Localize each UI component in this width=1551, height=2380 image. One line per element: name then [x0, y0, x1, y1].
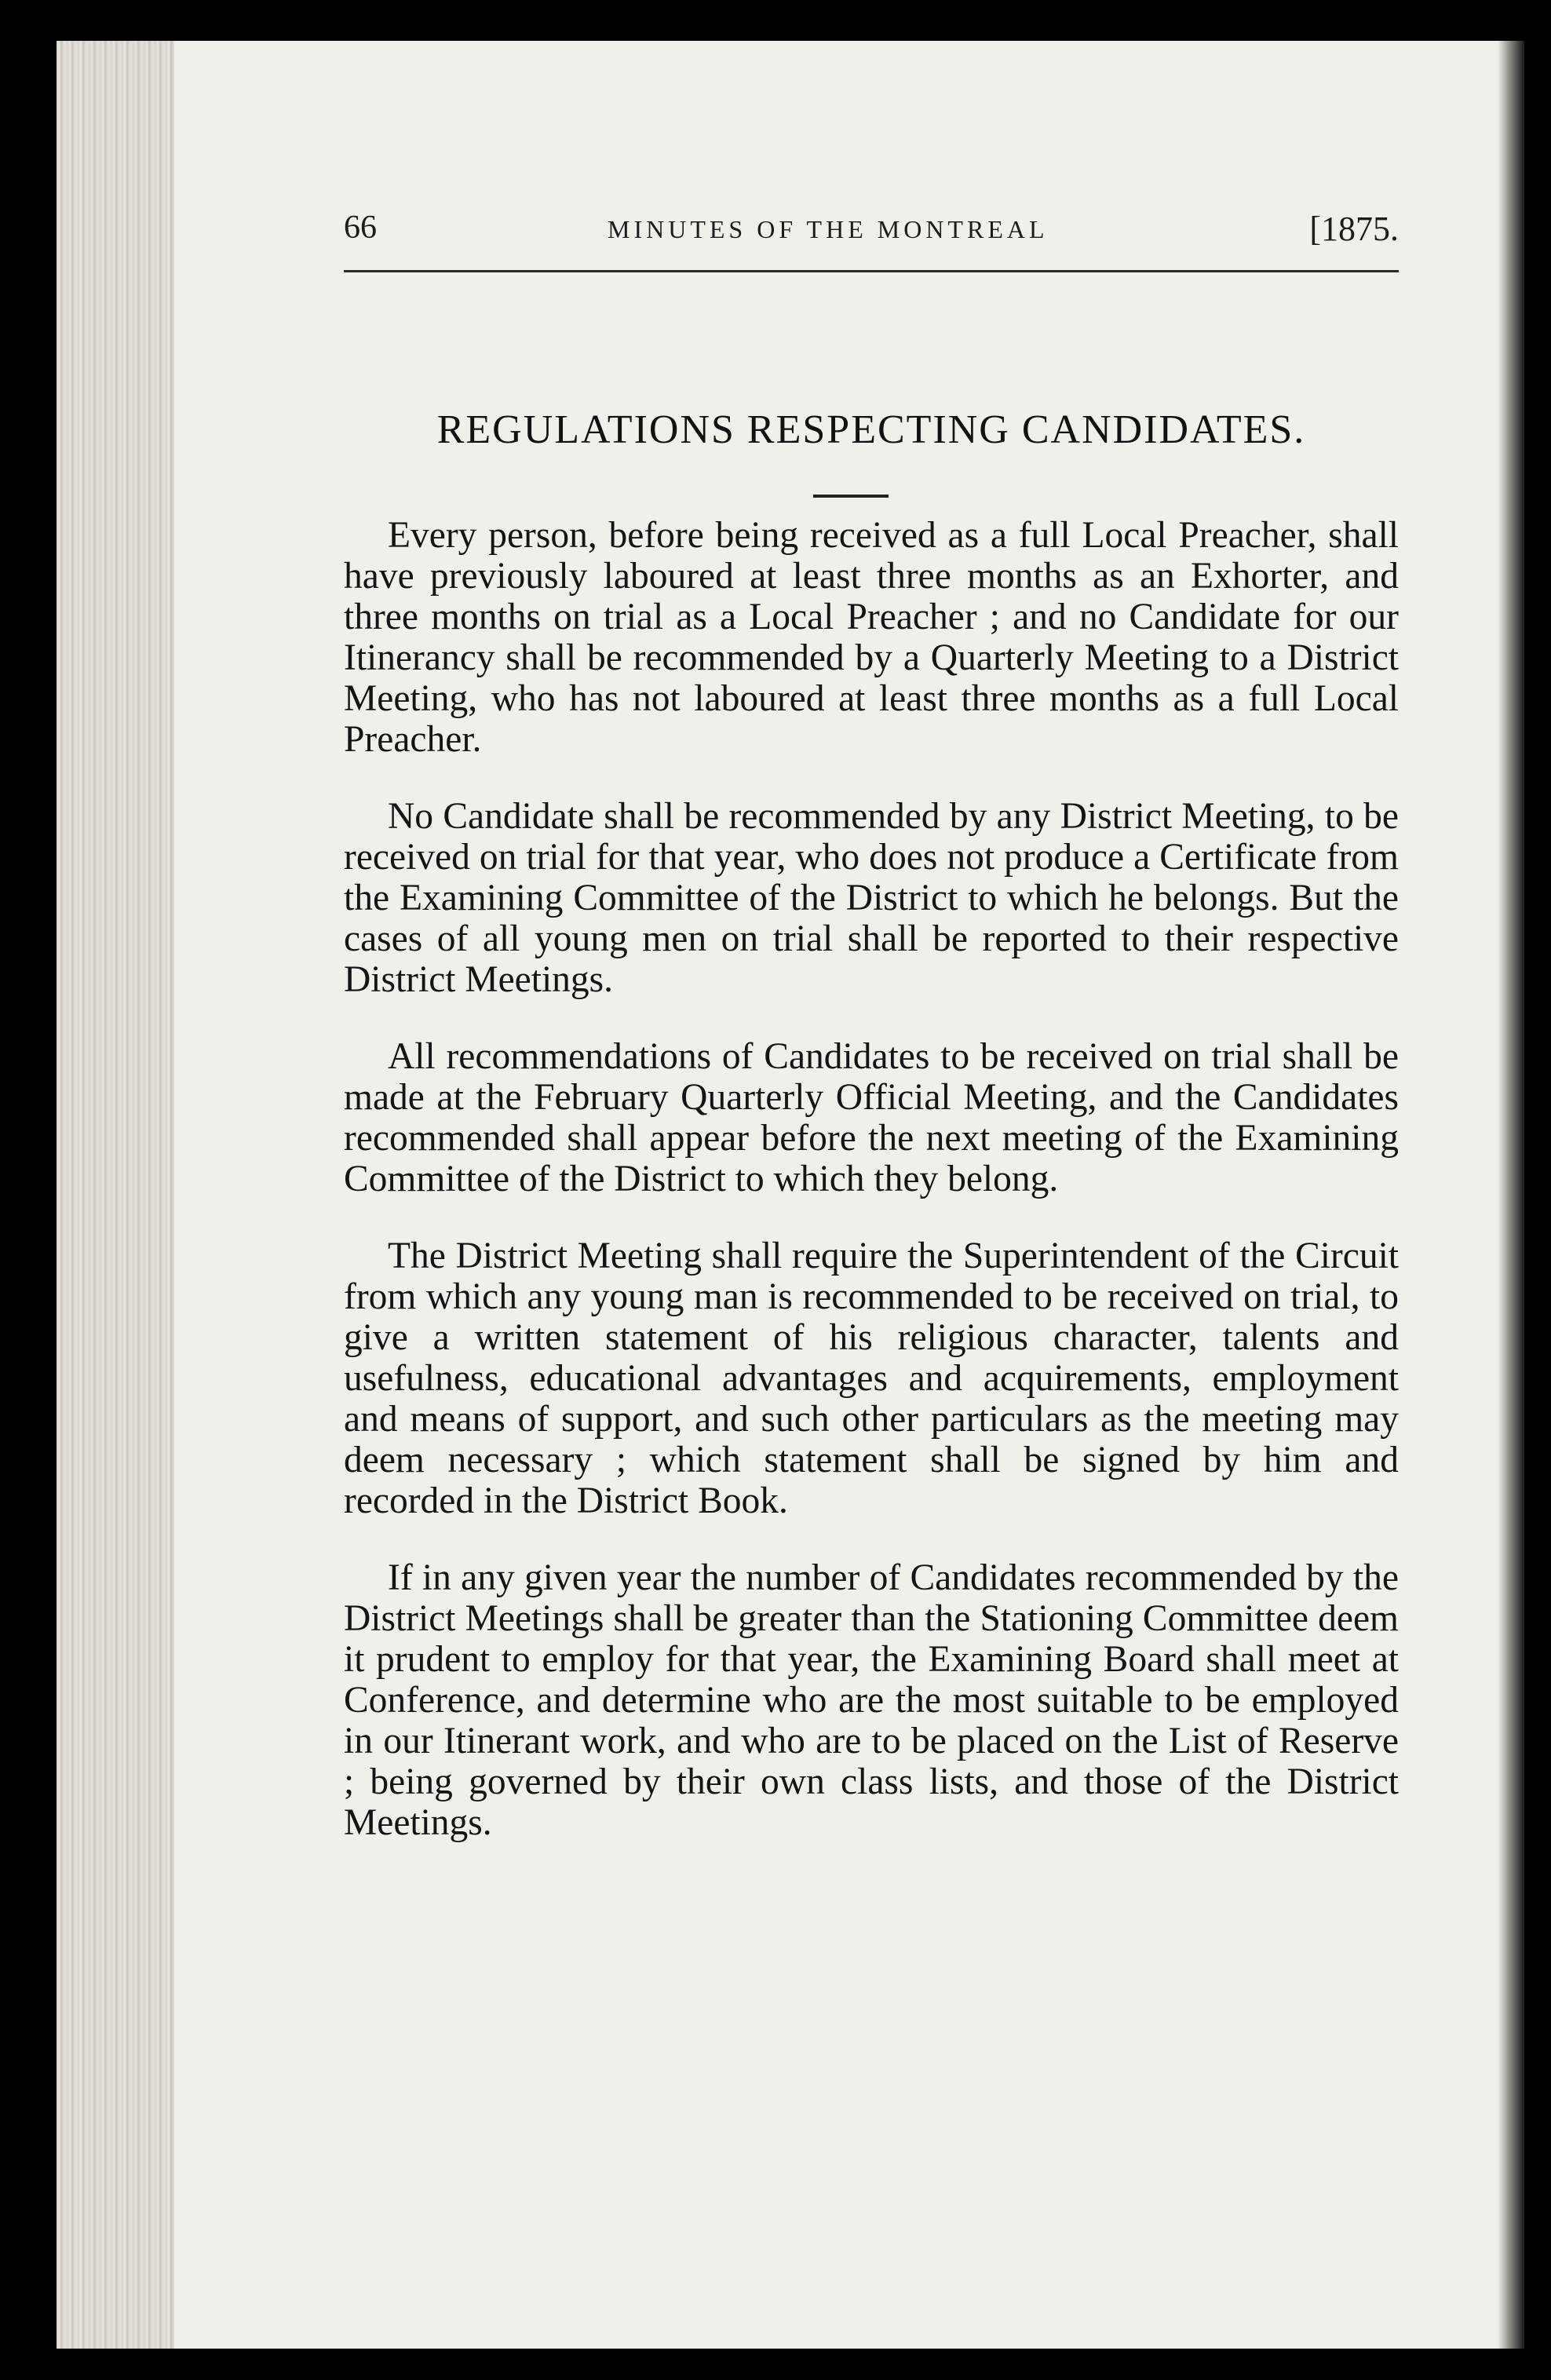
paragraph: The District Meeting shall require the Superintendent of the Circuit from which any young man is recommended to be received on trial, to give a written statement of his religious character, talents and usefulness, educational advantages and acquirements, employment and means of support, and such other particulars as the meeting may deem necessary ; which statement shall be signed by him and recorded in the District Book. [344, 1236, 1399, 1521]
page-number: 66 [344, 210, 377, 246]
binding-shadow [1498, 41, 1524, 2349]
title-divider [813, 495, 889, 498]
paragraph: All recommendations of Candidates to be received on trial shall be made at the February Quarterly Official Meeting, and the Candidates recommended shall appear before the next meeting of the Examining Committee of the District to which they belong. [344, 1036, 1399, 1199]
header-year: [1875. [1309, 210, 1399, 248]
page-header [344, 203, 1399, 265]
paragraph: Every person, before being received as a full Local Preacher, shall have previously laboured at least three months as an Exhorter, and three months on trial as a Local Preacher ; and no Candidate for our Itinerancy shall be recommended by a Quarterly Meeting to a District Meeting, who has not laboured at least three months as a full Local Preacher. [344, 515, 1399, 760]
body-text [344, 515, 1399, 1879]
paragraph: No Candidate shall be recommended by any District Meeting, to be received on trial for that year, who does not produce a Certificate from the Examining Committee of the District to which he belongs. But the cases of all young men on trial shall be reported to their respective District Meetings. [344, 796, 1399, 1000]
section-title: REGULATIONS RESPECTING CANDIDATES. [436, 407, 1306, 452]
paragraph: If in any given year the number of Candidates recommended by the District Meetings shall be greater than the Stationing Committee deem it prudent to employ for that year, the Examining Board shall meet at Conference, and determine who are the most suitable to be employed in our Itinerant work, and who are to be placed on the List of Reserve ; being governed by their own class lists, and those of the District Meetings. [344, 1557, 1399, 1843]
running-title: MINUTES OF THE MONTREAL [608, 215, 1049, 243]
page-edge-shading [57, 41, 174, 2349]
header-rule [344, 270, 1399, 272]
